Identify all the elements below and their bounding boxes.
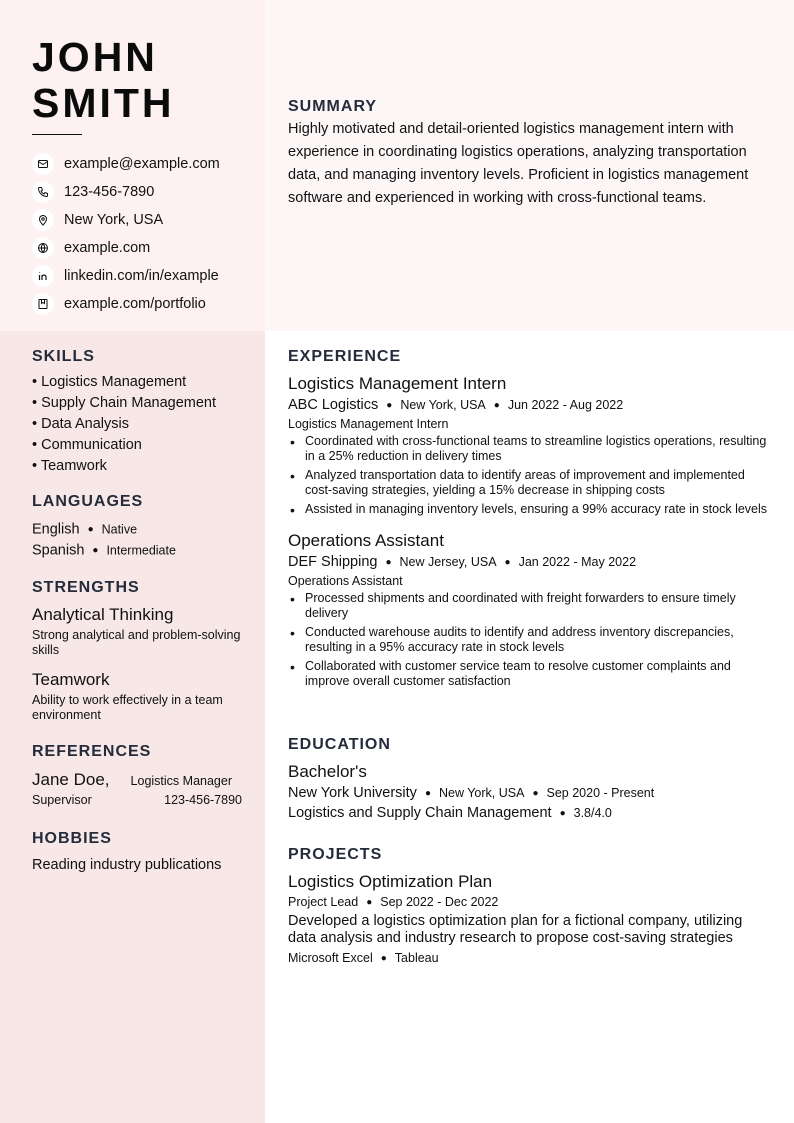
job-role: Logistics Management Intern — [288, 417, 449, 431]
skills-section — [32, 348, 242, 477]
separator-dot: ● — [92, 545, 99, 557]
contact-linkedin-text: linkedin.com/in/example — [64, 268, 219, 284]
job-bullet: • Processed shipments and coordinated with freight forwarders to ensure timely delivery — [288, 591, 772, 621]
globe-icon — [32, 237, 54, 259]
job-entry — [288, 531, 772, 689]
skill-item: • Supply Chain Management — [32, 395, 217, 411]
contact-phone-text: 123-456-7890 — [64, 184, 155, 200]
job-title: Operations Assistant — [288, 531, 444, 550]
last-name: SMITH — [32, 80, 175, 126]
language-name: Spanish — [32, 542, 85, 559]
separator-dot: ● — [366, 896, 373, 908]
hobby-item: Reading industry publications — [32, 857, 222, 873]
language-name: English — [32, 521, 80, 538]
contact-location-text: New York, USA — [64, 212, 164, 228]
candidate-name — [32, 34, 175, 126]
projects-section — [288, 846, 772, 965]
contact-linkedin[interactable] — [32, 262, 220, 290]
name-divider — [32, 134, 82, 135]
job-dates: Jan 2022 - May 2022 — [518, 555, 637, 569]
references-section — [32, 743, 242, 807]
job-meta — [288, 554, 772, 570]
job-location: New Jersey, USA — [399, 555, 497, 569]
contact-list — [32, 150, 220, 318]
job-dates: Jun 2022 - Aug 2022 — [507, 398, 624, 412]
experience-section — [288, 348, 772, 693]
contact-location — [32, 206, 220, 234]
strength-description: Strong analytical and problem-solving skills — [32, 628, 241, 657]
separator-dot: ● — [386, 399, 393, 411]
contact-portfolio-text: example.com/portfolio — [64, 296, 206, 312]
job-bullet: • Coordinated with cross-functional teams to streamline logistics operations, resulting in a 25% reduction in delivery times — [288, 434, 772, 464]
hobbies-heading: HOBBIES — [32, 830, 112, 847]
job-bullets — [288, 591, 772, 689]
job-role: Operations Assistant — [288, 574, 403, 588]
contact-email-text: example@example.com — [64, 156, 220, 172]
skill-item: • Logistics Management — [32, 374, 187, 390]
email-icon — [32, 153, 54, 175]
summary-section — [288, 98, 772, 210]
reference-relation: Supervisor — [32, 793, 92, 807]
portfolio-icon — [32, 293, 54, 315]
education-location: New York, USA — [438, 786, 525, 800]
separator-dot: ● — [385, 556, 392, 568]
separator-dot: ● — [532, 787, 539, 799]
project-tools — [288, 951, 772, 965]
strength-title: Teamwork — [32, 670, 110, 689]
education-degree: Bachelor's — [288, 762, 367, 781]
linkedin-icon — [32, 265, 54, 287]
education-section — [288, 736, 772, 821]
job-bullet: • Analyzed transportation data to identify areas of improvement and implemented cost-saving strategies, yielding a 15% decrease in shipping costs — [288, 468, 772, 498]
summary-heading: SUMMARY — [288, 98, 378, 115]
strengths-heading: STRENGTHS — [32, 579, 140, 596]
contact-website[interactable] — [32, 234, 220, 262]
job-location: New York, USA — [400, 398, 486, 412]
contact-website-text: example.com — [64, 240, 151, 256]
skills-list — [32, 372, 242, 477]
job-bullet: • Conducted warehouse audits to identify and address inventory discrepancies, resulting in a 95% accuracy rate in stock levels — [288, 625, 772, 655]
first-name: JOHN — [32, 34, 158, 80]
summary-text: Highly motivated and detail-oriented logistics management intern with experience in coordinating logistics operations, analyzing transportation data, and managing inventory levels. Proficient in logistics management software and experienced in working with cross-functional teams. — [288, 121, 749, 206]
project-description: Developed a logistics optimization plan for a fictional company, utilizing data analysis and industry research to propose cost-saving strategies — [288, 913, 743, 946]
phone-icon — [32, 181, 54, 203]
project-title: Logistics Optimization Plan — [288, 872, 493, 891]
languages-heading: LANGUAGES — [32, 493, 144, 510]
strength-description: Ability to work effectively in a team environment — [32, 693, 223, 722]
separator-dot: ● — [493, 399, 500, 411]
strengths-section — [32, 579, 242, 723]
contact-phone[interactable] — [32, 178, 220, 206]
education-dates: Sep 2020 - Present — [546, 786, 655, 800]
job-entry — [288, 374, 772, 517]
education-heading: EDUCATION — [288, 736, 391, 753]
skill-item: • Communication — [32, 437, 142, 453]
location-icon — [32, 209, 54, 231]
project-tool: Microsoft Excel — [288, 951, 373, 965]
contact-email[interactable] — [32, 150, 220, 178]
education-school: New York University — [288, 785, 417, 801]
language-row — [32, 519, 242, 540]
contact-portfolio[interactable] — [32, 290, 220, 318]
job-company: ABC Logistics — [288, 397, 379, 413]
reference-name: Jane Doe, — [32, 770, 110, 789]
skill-item: • Data Analysis — [32, 416, 129, 432]
job-bullet: • Assisted in managing inventory levels, ensuring a 99% accuracy rate in stock levels — [288, 502, 772, 517]
separator-dot: ● — [504, 556, 511, 568]
separator-dot: ● — [87, 524, 94, 535]
project-role: Project Lead — [288, 895, 359, 909]
education-meta — [288, 785, 772, 801]
education-field-row — [288, 805, 772, 821]
languages-section — [32, 493, 242, 562]
skills-heading: SKILLS — [32, 348, 95, 365]
job-title: Logistics Management Intern — [288, 374, 507, 393]
project-meta — [288, 895, 772, 909]
experience-heading: EXPERIENCE — [288, 348, 402, 365]
project-dates: Sep 2022 - Dec 2022 — [380, 895, 499, 909]
separator-dot: ● — [424, 787, 431, 799]
hobbies-section — [32, 830, 242, 873]
project-tool: Tableau — [394, 951, 439, 965]
education-gpa: 3.8/4.0 — [573, 806, 612, 820]
reference-phone: 123-456-7890 — [164, 793, 242, 807]
projects-heading: PROJECTS — [288, 846, 383, 863]
separator-dot: ● — [559, 807, 566, 819]
education-field: Logistics and Supply Chain Management — [288, 805, 552, 821]
reference-title: Logistics Manager — [130, 774, 232, 788]
language-row — [32, 540, 242, 561]
job-bullet: • Collaborated with customer service team to resolve customer complaints and improve overall customer satisfaction — [288, 659, 772, 689]
skill-item: • Teamwork — [32, 458, 107, 474]
strength-title: Analytical Thinking — [32, 605, 174, 624]
job-company: DEF Shipping — [288, 554, 378, 570]
job-bullets — [288, 434, 772, 517]
job-meta — [288, 397, 772, 413]
references-heading: REFERENCES — [32, 743, 152, 760]
language-level: Native — [101, 522, 138, 537]
language-level: Intermediate — [106, 543, 176, 558]
separator-dot: ● — [380, 952, 387, 964]
